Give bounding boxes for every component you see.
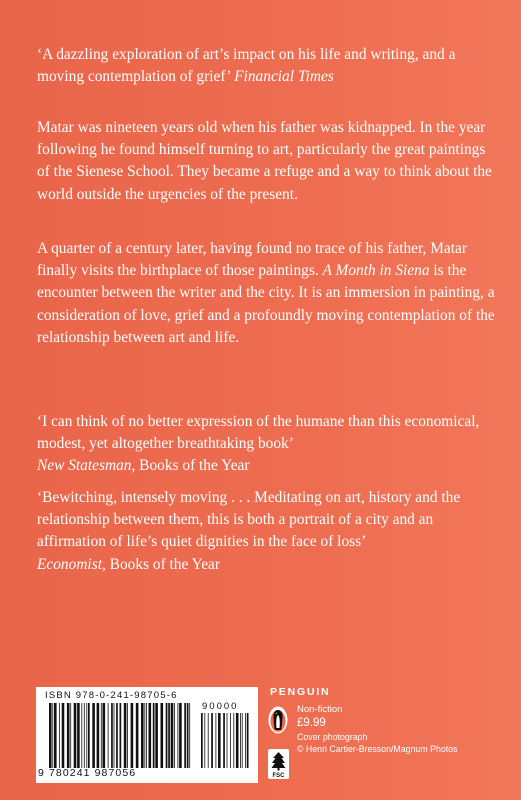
barcode-bar (184, 703, 186, 768)
barcode-bar (223, 713, 225, 768)
barcode-bar (111, 703, 113, 768)
barcode-bar (242, 713, 243, 768)
barcode-bar (81, 703, 82, 768)
barcode-bar (49, 703, 52, 768)
barcode-bar (92, 703, 95, 768)
barcode-bar (70, 703, 71, 768)
quote-source: New Statesman (37, 457, 132, 475)
barcode-bar (101, 703, 102, 768)
barcode-bar (247, 713, 249, 768)
barcode-bar (54, 703, 57, 768)
barcode-bar (144, 703, 145, 768)
barcode-panel (36, 687, 258, 783)
barcode-bar (211, 713, 213, 768)
review-quote-new-statesman (37, 411, 502, 478)
barcode-bar (161, 703, 164, 768)
barcode-bar (168, 703, 170, 768)
barcode-bar (208, 713, 209, 768)
barcode-bar (84, 703, 85, 768)
isbn-label: ISBN 978-0-241-98705-6 (45, 690, 178, 701)
svg-text:FSC: FSC (272, 773, 285, 779)
quote-source: Economist (37, 555, 102, 573)
barcode-bar (67, 703, 70, 768)
quote-text: ‘Bewitching, intensely moving . . . Meditating on art, history and the relationship between them, this is both a portrait of a city and an affirmation of life’s quiet dignities in the face of loss’ (37, 489, 461, 551)
credit-line-1: Cover photograph (297, 732, 368, 742)
book-title: A Month in Siena (322, 262, 430, 280)
barcode-bar (86, 703, 87, 768)
barcode-bar (201, 713, 203, 768)
barcode-bar (74, 703, 77, 768)
publisher-name: PENGUIN (270, 686, 331, 698)
review-quote-financial-times (37, 44, 502, 88)
barcode-bar (204, 713, 205, 768)
barcode-bar (52, 703, 53, 768)
barcode-bar (116, 703, 118, 768)
barcode-bar (174, 703, 175, 768)
credit-line-2: © Henri Cartier-Bresson/Magnum Photos (297, 744, 458, 754)
barcode-bar (227, 713, 228, 768)
barcode-bar (236, 713, 239, 768)
barcode-bar (233, 713, 234, 768)
barcode-bar (178, 703, 179, 768)
barcode-bar (120, 703, 122, 768)
barcode-bar (149, 703, 152, 768)
barcode-bar (153, 703, 155, 768)
blurb-text: Matar was nineteen years old when his father was kidnapped. In the year following he found himself turning to art, particularly the great paintings of the Sienese School. They became a refuge and a way to think about the world outside the urgencies of the present. (37, 119, 492, 203)
barcode-bar (103, 703, 106, 768)
barcode-bar (62, 703, 65, 768)
blurb-paragraph-2 (37, 238, 502, 349)
quote-source-suffix: , Books of the Year (131, 457, 250, 475)
barcode-bar (155, 703, 158, 768)
quote-text: ‘I can think of no better expression of the humane than this economical, modest, yet altogether breathtaking book’ (37, 413, 480, 453)
barcode-bar (114, 703, 115, 768)
quote-source: Financial Times (234, 68, 334, 86)
barcode-bar (108, 703, 109, 768)
barcode-bar (127, 703, 128, 768)
barcode-bar (240, 713, 241, 768)
barcode-bar (230, 713, 231, 768)
barcode-bar (187, 703, 189, 768)
barcode-bar (166, 703, 168, 768)
barcode-bar (189, 703, 190, 768)
fsc-logo-icon (268, 749, 289, 779)
quote-source-suffix: , Books of the Year (101, 555, 220, 573)
book-price: £9.99 (297, 717, 326, 729)
blurb-text: is the encounter between the writer and the city. It is an immersion in painting, a consideration of love, grief and a profoundly moving contemplation of the relationship between art and life. (37, 262, 495, 346)
barcode-bar (88, 703, 90, 768)
barcode-bar (216, 713, 217, 768)
addon-digits: 90000 (202, 701, 239, 712)
barcode-bar (97, 703, 100, 768)
barcode-bar (131, 703, 134, 768)
penguin-logo-icon (268, 706, 288, 734)
barcode-bar (245, 713, 246, 768)
barcode-addon-icon (200, 713, 252, 768)
barcode-bar (136, 703, 139, 768)
barcode-bar (171, 703, 174, 768)
barcode-bar (124, 703, 127, 768)
barcode-bar (179, 703, 182, 768)
blurb-paragraph-1 (37, 117, 502, 206)
review-quote-economist (37, 487, 502, 576)
barcode-bar (141, 703, 144, 768)
barcode-icon (48, 703, 193, 768)
blurb-text: A quarter of a century later, having found no trace of his father, Matar finally visits the birthplace of those paintings. (37, 240, 467, 280)
cover-photo-credit (297, 731, 502, 755)
quote-text: ‘A dazzling exploration of art’s impact on his life and writing, and a moving contemplation of grief’ (37, 46, 456, 86)
book-category: Non-fiction (297, 704, 343, 715)
barcode-bar (77, 703, 80, 768)
barcode-bar (146, 703, 147, 768)
barcode-digits: 9 780241 987056 (38, 767, 137, 779)
barcode-bar (218, 713, 221, 768)
barcode-bar (59, 703, 60, 768)
